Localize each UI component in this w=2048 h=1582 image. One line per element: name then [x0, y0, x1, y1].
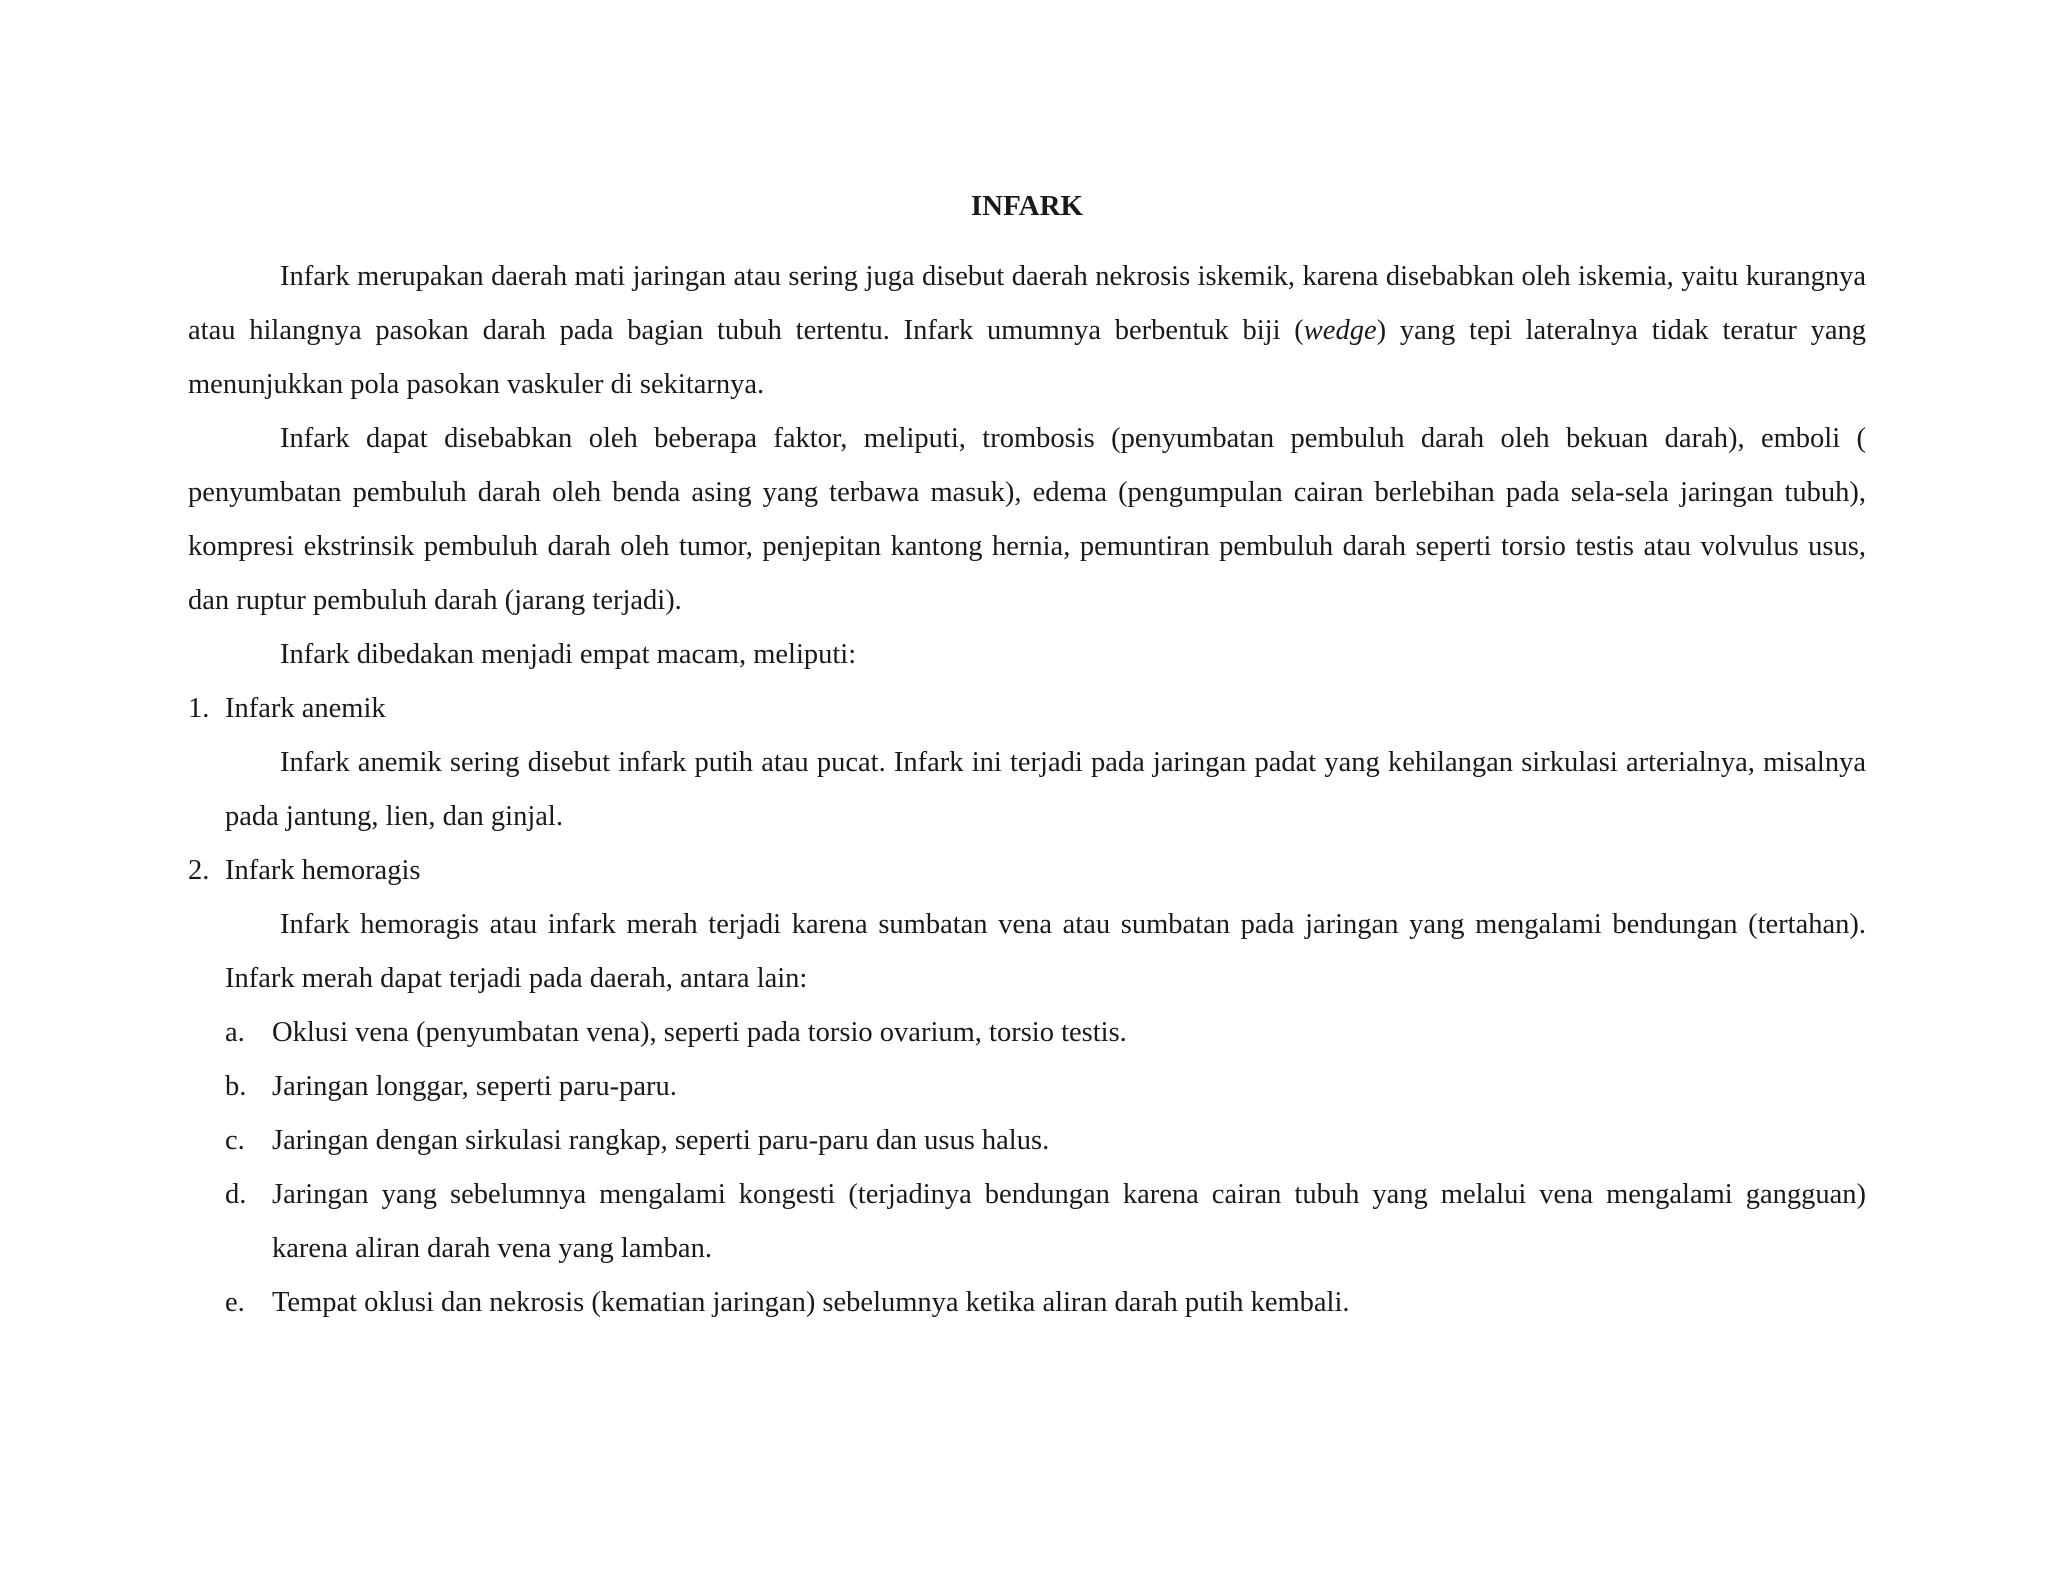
list-item	[225, 1060, 1866, 1114]
list-item	[225, 1006, 1866, 1060]
list-marker: e.	[225, 1287, 245, 1318]
list-marker: b.	[225, 1071, 247, 1102]
intro-text-end: ) yang tepi lateralnya tidak teratur yang menunjukkan pola pasokan vaskuler di sekitarnya.	[188, 315, 1866, 400]
list-marker: d.	[225, 1179, 247, 1210]
list-marker: 1.	[188, 693, 210, 724]
anemic-description: Infark anemik sering disebut infark putih atau pucat. Infark ini terjadi pada jaringan padat yang kehilangan sirkulasi arterialnya, misalnya pada jantung, lien, dan ginjal.	[225, 747, 1866, 832]
item-heading: Infark hemoragis	[225, 855, 421, 886]
item-heading: Infark anemik	[225, 693, 386, 724]
list-marker: a.	[225, 1017, 245, 1048]
intro-italic-term: wedge	[1303, 315, 1377, 346]
list-marker: c.	[225, 1125, 245, 1156]
causes-paragraph: Infark dapat disebabkan oleh beberapa faktor, meliputi, trombosis (penyumbatan pembuluh darah oleh bekuan darah), emboli ( penyumbatan pembuluh darah oleh benda asing yang terbawa masuk), edema (pengumpulan cairan berlebihan pada sela-sela jaringan tubuh), kompresi ekstrinsik pembuluh darah oleh tumor, penjepitan kantong hernia, pemuntiran pembuluh darah seperti torsio testis atau volvulus usus, dan ruptur pembuluh darah (jarang terjadi).	[188, 423, 1866, 616]
list-item	[225, 1168, 1866, 1276]
list-item-text: Jaringan dengan sirkulasi rangkap, seperti paru-paru dan usus halus.	[272, 1125, 1050, 1156]
list-item-text: Oklusi vena (penyumbatan vena), seperti pada torsio ovarium, torsio testis.	[272, 1017, 1127, 1048]
numbered-item-anemic	[188, 682, 1866, 736]
intro-text-start: Infark merupakan daerah mati jaringan atau sering juga disebut daerah nekrosis iskemik, karena disebabkan oleh iskemia, yaitu kurangnya atau hilangnya pasokan darah pada bagian tubuh tertentu. Infark umumnya berbentuk biji (	[188, 261, 1866, 346]
list-item-text: Tempat oklusi dan nekrosis (kematian jaringan) sebelumnya ketika aliran darah putih kembali.	[272, 1287, 1350, 1318]
list-item	[225, 1276, 1866, 1330]
types-intro-paragraph: Infark dibedakan menjadi empat macam, meliputi:	[280, 639, 857, 670]
numbered-item-hemorrhagic	[188, 844, 1866, 898]
document-page	[188, 186, 1866, 1330]
list-item-text: Jaringan yang sebelumnya mengalami kongesti (terjadinya bendungan karena cairan tubuh yang melalui vena mengalami gangguan) karena aliran darah vena yang lamban.	[272, 1179, 1866, 1264]
list-item-text: Jaringan longgar, seperti paru-paru.	[272, 1071, 677, 1102]
page-title: INFARK	[970, 190, 1084, 222]
list-marker: 2.	[188, 855, 210, 886]
intro-paragraph	[188, 250, 1866, 412]
hemorrhagic-description: Infark hemoragis atau infark merah terjadi karena sumbatan vena atau sumbatan pada jaringan yang mengalami bendungan (tertahan). Infark merah dapat terjadi pada daerah, antara lain:	[225, 909, 1866, 994]
list-item	[225, 1114, 1866, 1168]
hemorrhagic-location-list	[188, 1006, 1866, 1330]
